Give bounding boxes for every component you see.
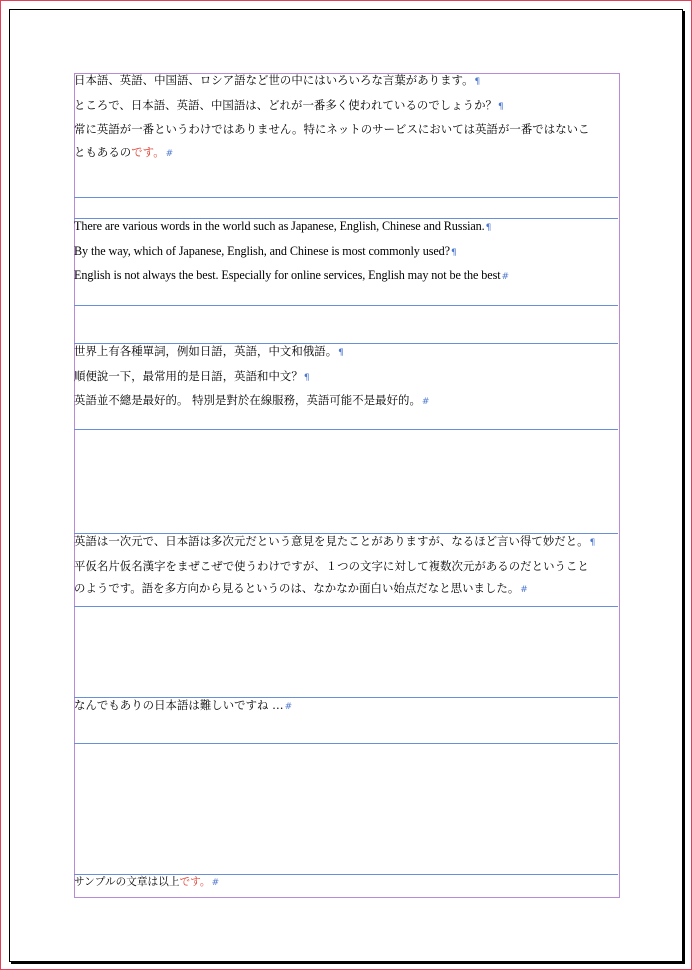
text-line: 常に英語が一番というわけではありません。特にネットのサービスにおいては英語が一番ではないこ bbox=[74, 122, 590, 137]
end-of-story-mark: # bbox=[211, 878, 220, 888]
end-of-story-mark: # bbox=[284, 702, 293, 712]
text-line: ともあるのです。# bbox=[74, 144, 174, 159]
paragraph-mark: ¶ bbox=[497, 101, 504, 112]
paragraph-mark: ¶ bbox=[474, 77, 481, 87]
text-frame-4[interactable] bbox=[74, 533, 618, 607]
end-of-story-mark: # bbox=[165, 148, 174, 159]
text-line: 順便說一下，最常用的是日語，英語和中文？¶ bbox=[74, 368, 310, 383]
text-line: 英語は一次元で、日本語は多次元だという意見を見たことがありますが、なるほど言い得て妙だと。¶ bbox=[74, 534, 596, 548]
end-of-story-mark: # bbox=[421, 397, 430, 408]
end-of-story-mark: # bbox=[520, 585, 528, 596]
text-line: サンプルの文章は以上です。# bbox=[74, 876, 220, 888]
text-frame-1[interactable] bbox=[74, 69, 618, 198]
text-line: 世界上有各種單詞，例如日語，英語，中文和俄語。¶ bbox=[74, 344, 344, 358]
text-frame-3[interactable] bbox=[74, 343, 618, 430]
text-line: 英語並不總是最好的。 特別是對於在線服務，英語可能不是最好的。# bbox=[74, 393, 430, 408]
end-of-story-mark: # bbox=[501, 272, 509, 283]
text-line: By the way, which of Japanese, English, and Chinese is most commonly used?¶ bbox=[74, 243, 457, 258]
text-frame-2[interactable] bbox=[74, 218, 618, 306]
paragraph-mark: ¶ bbox=[338, 348, 344, 358]
text-frame-5[interactable] bbox=[74, 697, 618, 744]
text-line: There are various words in the world such as Japanese, English, Chinese and Russian.¶ bbox=[74, 219, 492, 233]
text-line: のようです。語を多方向から見るというのは、なかなか面白い始点だなと思いました。# bbox=[74, 581, 528, 596]
text-line: 平仮名片仮名漢字をまぜこぜで使うわけですが、１つの文字に対して複数次元があるのだということ bbox=[74, 558, 589, 573]
highlighted-text: です。 bbox=[179, 876, 211, 888]
paragraph-mark: ¶ bbox=[451, 247, 457, 258]
text-line: なんでもありの日本語は難しいですね …# bbox=[74, 698, 293, 712]
text-line: 日本語、英語、中国語、ロシア語など世の中にはいろいろな言葉があります。¶ bbox=[74, 73, 481, 87]
text-line: ところで、日本語、英語、中国語は、どれが一番多く使われているのでしょうか？¶ bbox=[74, 97, 504, 112]
paragraph-mark: ¶ bbox=[485, 223, 492, 233]
text-line: English is not always the best. Especially for online services, English may not be the best# bbox=[74, 268, 509, 283]
highlighted-text: です。 bbox=[131, 144, 165, 159]
text-frame-6[interactable] bbox=[74, 874, 618, 896]
paragraph-mark: ¶ bbox=[303, 372, 310, 383]
paragraph-mark: ¶ bbox=[589, 538, 596, 548]
